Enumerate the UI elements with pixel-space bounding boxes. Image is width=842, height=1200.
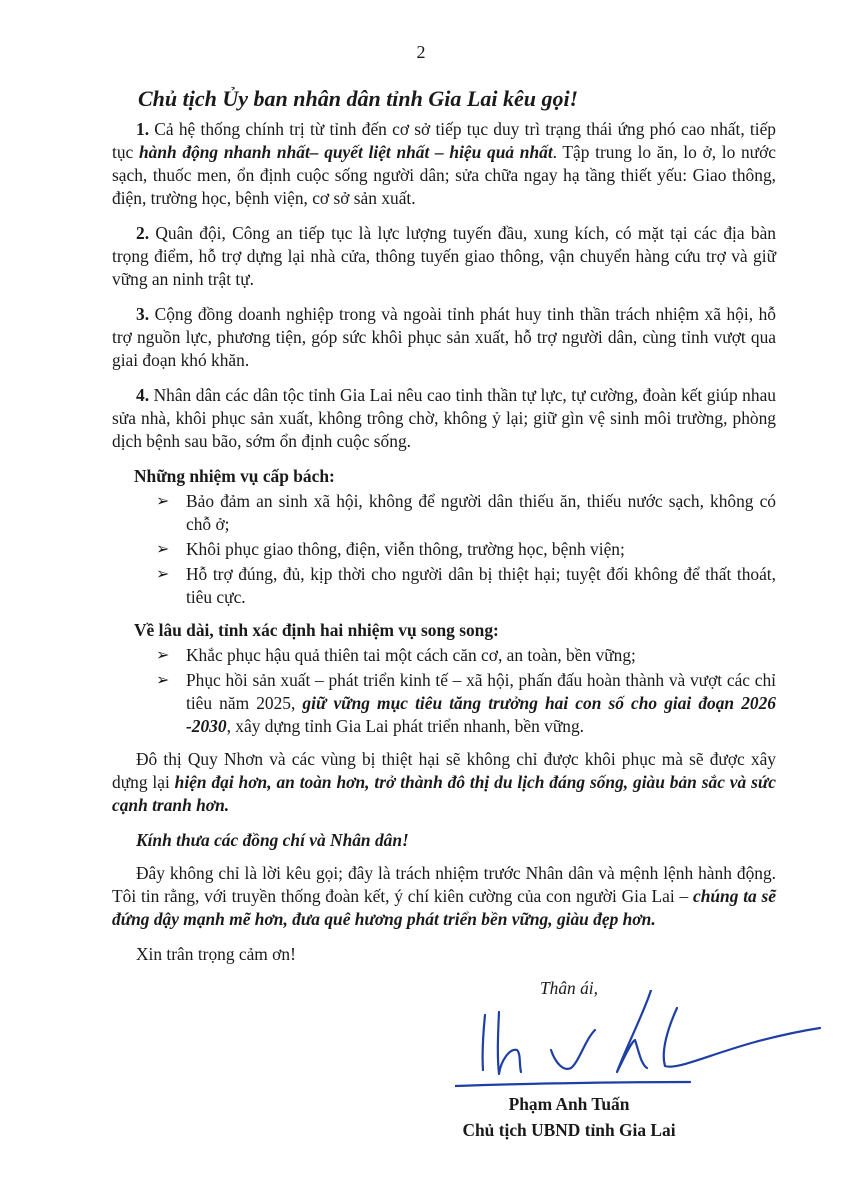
paragraph-1-text-b: . Tập trung lo ăn, lo ở, lo nước sạch, thuốc men, ổn định cuộc sống người dân; sửa chữa ngay hạ tầng thiết yếu: Giao thông, điện, trường học, bệnh viện, cơ sở sản xuất. [112,142,777,208]
paragraph-3 [112,303,776,372]
list-item [112,669,776,738]
final-emphasis: chúng ta sẽ đứng dậy mạnh mẽ hơn, đưa quê hương phát triển bền vững, giàu đẹp hơn. [112,886,777,929]
longterm-item-2-emphasis: giữ vững mục tiêu tăng trưởng hai con số cho giai đoạn 2026 -2030 [186,693,776,736]
arrow-bullet-icon: ➢ [156,566,170,583]
urgent-tasks-heading: Những nhiệm vụ cấp bách: [134,466,335,486]
paragraph-1 [112,118,776,210]
paragraph-2-text: Quân đội, Công an tiếp tục là lực lượng tuyến đầu, xung kích, có mặt tại các địa bàn trọng điểm, hỗ trợ dựng lại nhà cửa, thông tuyến giao thông, vận chuyển hàng cứu trợ và giữ vững an ninh trật tự. [112,223,776,289]
arrow-bullet-icon: ➢ [156,541,170,558]
final-text: Đây không chỉ là lời kêu gọi; đây là trách nhiệm trước Nhân dân và mệnh lệnh hành động. Tôi tin rằng, với truyền thống đoàn kết, ý chí kiên cường của con người Gia Lai – [112,863,776,906]
longterm-item-1: Khắc phục hậu quả thiên tai một cách căn cơ, an toàn, bền vững; [186,645,636,665]
urgent-item-2: Khôi phục giao thông, điện, viễn thông, trường học, bệnh viện; [186,539,625,559]
quynhon-emphasis: hiện đại hơn, an toàn hơn, trở thành đô thị du lịch đáng sống, giàu bản sắc và sức cạnh tranh hơn. [112,772,777,815]
letter-body [112,118,776,976]
signer-name: Phạm Anh Tuấn [508,1094,630,1114]
longterm-item-2-text-a: Phục hồi sản xuất – phát triển kinh tế – xã hội, phấn đấu hoàn thành và vượt các chỉ tiêu năm 2025, [186,670,776,713]
list-item [112,538,776,561]
final-paragraph [112,862,776,931]
paragraph-1-number: 1. [136,119,150,139]
page-heading: Chủ tịch Ủy ban nhân dân tỉnh Gia Lai kêu gọi! [138,86,579,111]
arrow-bullet-icon: ➢ [156,493,170,510]
paragraph-4-text: Nhân dân các dân tộc tỉnh Gia Lai nêu cao tinh thần tự lực, tự cường, đoàn kết giúp nhau sửa nhà, khôi phục sản xuất, không trông chờ, không ỷ lại; giữ gìn vệ sinh môi trường, phòng dịch bệnh sau bão, sớm ổn định cuộc sống. [112,385,776,451]
list-item [112,490,776,536]
paragraph-3-text: Cộng đồng doanh nghiệp trong và ngoài tỉnh phát huy tinh thần trách nhiệm xã hội, hỗ trợ nguồn lực, phương tiện, góp sức khôi phục sản xuất, hỗ trợ người dân, cùng tỉnh vượt qua giai đoạn khó khăn. [112,304,776,370]
paragraph-2 [112,222,776,291]
longterm-tasks-list [112,644,776,738]
salutation: Kính thưa các đồng chí và Nhân dân! [136,830,409,850]
paragraph-1-emphasis: hành động nhanh nhất– quyết liệt nhất – hiệu quả nhất [138,142,553,162]
paragraph-4-number: 4. [136,385,150,405]
paragraph-4 [112,384,776,453]
paragraph-3-number: 3. [136,304,150,324]
urgent-item-1: Bảo đảm an sinh xã hội, không để người dân thiếu ăn, thiếu nước sạch, không có chỗ ở; [186,491,776,534]
signature-image [455,990,825,1090]
longterm-item-2-text-b: , xây dựng tỉnh Gia Lai phát triển nhanh, bền vững. [226,716,584,736]
arrow-bullet-icon: ➢ [156,647,170,664]
quynhon-paragraph [112,748,776,817]
list-item [112,644,776,667]
arrow-bullet-icon: ➢ [156,672,170,689]
quynhon-text: Đô thị Quy Nhơn và các vùng bị thiệt hại sẽ không chỉ được khôi phục mà sẽ được xây dựng lại [112,749,776,792]
list-item [112,563,776,609]
urgent-item-3: Hỗ trợ đúng, đủ, kịp thời cho người dân bị thiệt hại; tuyệt đối không để thất thoát, tiêu cực. [186,564,776,607]
longterm-tasks-heading: Về lâu dài, tỉnh xác định hai nhiệm vụ song song: [134,620,499,640]
thanks-line: Xin trân trọng cảm ơn! [136,944,296,964]
paragraph-2-number: 2. [136,223,150,243]
regards: Thân ái, [540,978,598,998]
page-number: 2 [416,42,426,62]
paragraph-1-text-a: Cả hệ thống chính trị từ tỉnh đến cơ sở tiếp tục duy trì trạng thái ứng phó cao nhất, tiếp tục [112,119,776,162]
signer-title: Chủ tịch UBND tỉnh Gia Lai [462,1120,676,1140]
urgent-tasks-list [112,490,776,609]
